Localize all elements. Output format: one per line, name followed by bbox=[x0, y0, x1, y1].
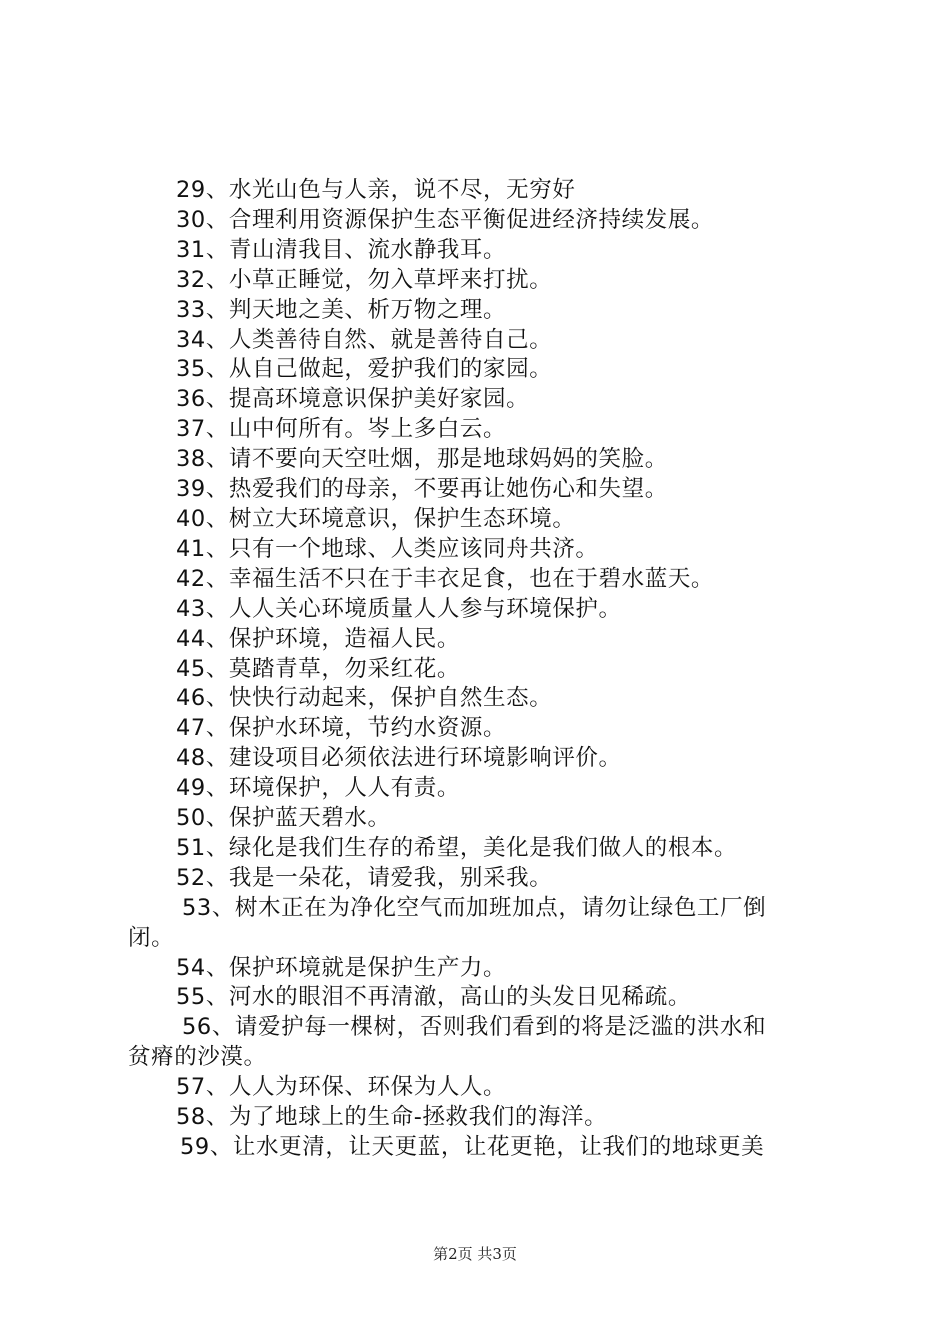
list-item: 45、莫踏青草，勿采红花。 bbox=[176, 655, 460, 682]
list-item: 47、保护水环境，节约水资源。 bbox=[176, 715, 507, 742]
list-item: 41、只有一个地球、人类应该同舟共济。 bbox=[176, 535, 599, 562]
slogan-list bbox=[128, 176, 848, 1163]
list-item: 43、人人关心环境质量人人参与环境保护。 bbox=[176, 595, 622, 622]
list-item: 54、保护环境就是保护生产力。 bbox=[176, 954, 507, 981]
page-number: 第2页 共3页 bbox=[433, 1245, 517, 1263]
list-item: 44、保护环境，造福人民。 bbox=[176, 625, 460, 652]
list-item: 56、请爱护每一棵树，否则我们看到的将是泛滥的洪水和 bbox=[182, 1014, 767, 1041]
list-item: 30、合理利用资源保护生态平衡促进经济持续发展。 bbox=[176, 206, 715, 233]
list-item: 53、树木正在为净化空气而加班加点，请勿让绿色工厂倒 bbox=[182, 894, 767, 921]
list-item: 31、青山清我目、流水静我耳。 bbox=[176, 236, 507, 263]
list-item: 36、提高环境意识保护美好家园。 bbox=[176, 386, 530, 413]
list-item: 57、人人为环保、环保为人人。 bbox=[176, 1074, 507, 1101]
list-item: 39、热爱我们的母亲，不要再让她伤心和失望。 bbox=[176, 476, 668, 503]
list-item: 55、河水的眼泪不再清澈，高山的头发日见稀疏。 bbox=[176, 984, 691, 1011]
list-item: 58、为了地球上的生命-拯救我们的海洋。 bbox=[176, 1104, 608, 1131]
list-item: 52、我是一朵花，请爱我，别采我。 bbox=[176, 864, 553, 891]
list-item: 51、绿化是我们生存的希望，美化是我们做人的根本。 bbox=[176, 834, 738, 861]
list-item: 29、水光山色与人亲，说不尽，无穷好 bbox=[176, 177, 576, 203]
list-item: 48、建设项目必须依法进行环境影响评价。 bbox=[176, 745, 622, 772]
list-item: 50、保护蓝天碧水。 bbox=[176, 805, 391, 832]
list-item: 37、山中何所有。岑上多白云。 bbox=[176, 416, 507, 443]
list-item: 49、环境保护，人人有责。 bbox=[176, 775, 460, 802]
list-item-continuation: 贫瘠的沙漠。 bbox=[128, 1044, 267, 1071]
list-item: 46、快快行动起来，保护自然生态。 bbox=[176, 685, 553, 712]
list-item: 33、判天地之美、析万物之理。 bbox=[176, 296, 507, 323]
list-item-continuation: 闭。 bbox=[128, 924, 175, 951]
list-item: 40、树立大环境意识，保护生态环境。 bbox=[176, 505, 576, 532]
list-item: 32、小草正睡觉，勿入草坪来打扰。 bbox=[176, 266, 553, 293]
list-item: 34、人类善待自然、就是善待自己。 bbox=[176, 326, 553, 353]
list-item: 42、幸福生活不只在于丰衣足食，也在于碧水蓝天。 bbox=[176, 565, 715, 592]
list-item: 59、让水更清，让天更蓝，让花更艳，让我们的地球更美 bbox=[180, 1134, 765, 1160]
list-item: 38、请不要向天空吐烟，那是地球妈妈的笑脸。 bbox=[176, 446, 668, 473]
list-item: 35、从自己做起，爱护我们的家园。 bbox=[176, 356, 553, 383]
